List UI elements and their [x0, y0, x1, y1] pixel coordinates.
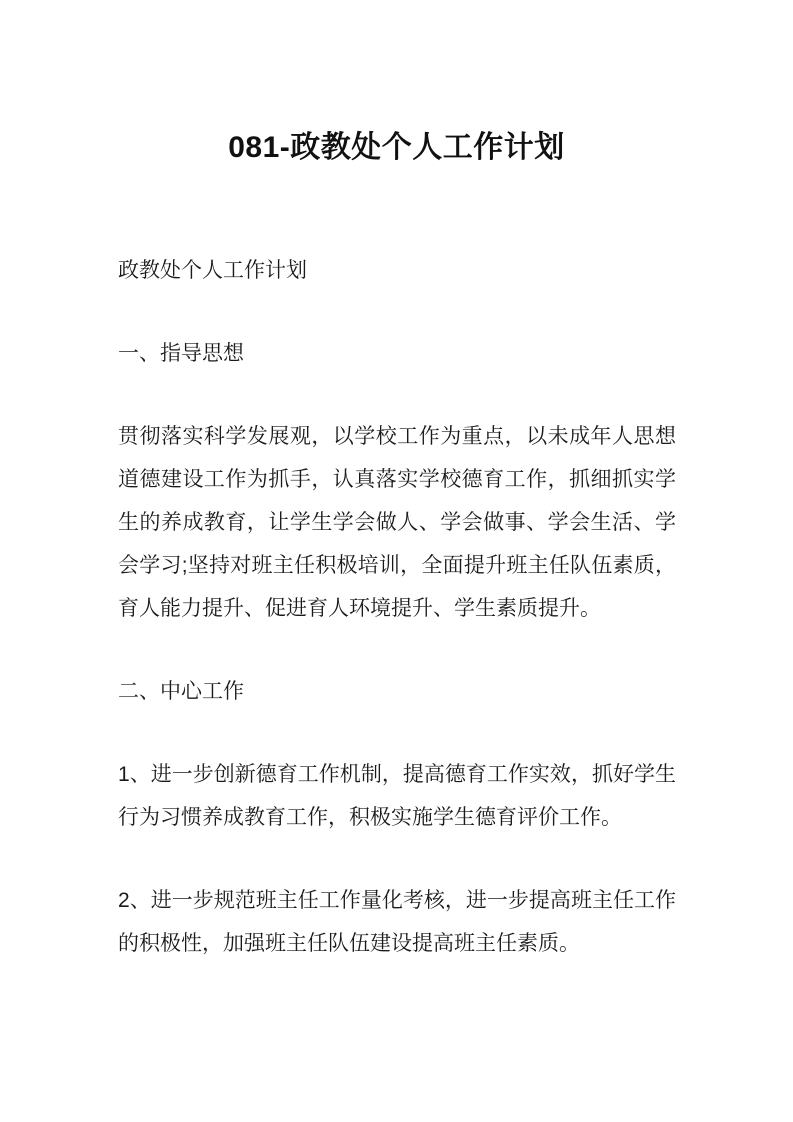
document-title: 081-政教处个人工作计划	[228, 131, 565, 164]
document-body	[118, 249, 676, 965]
section-heading-central-work: 二、中心工作	[118, 680, 244, 703]
section-heading-guiding-ideology: 一、指导思想	[118, 342, 244, 365]
body-paragraph-item-1: 1、进一步创新德育工作机制，提高德育工作实效，抓好学生行为习惯养成教育工作，积极实施学生德育评价工作。	[118, 763, 676, 829]
body-paragraph-guiding-ideology: 贯彻落实科学发展观，以学校工作为重点，以未成年人思想道德建设工作为抓手，认真落实学校德育工作，抓细抓实学生的养成教育，让学生学会做人、学会做事、学会生活、学会学习;坚持对班主任积极培训，全面提升班主任队伍素质，育人能力提升、促进育人环境提升、学生素质提升。	[118, 425, 676, 620]
body-paragraph-item-2: 2、进一步规范班主任工作量化考核，进一步提高班主任工作的积极性，加强班主任队伍建设提高班主任素质。	[118, 889, 676, 955]
doc-subtitle: 政教处个人工作计划	[118, 259, 307, 282]
